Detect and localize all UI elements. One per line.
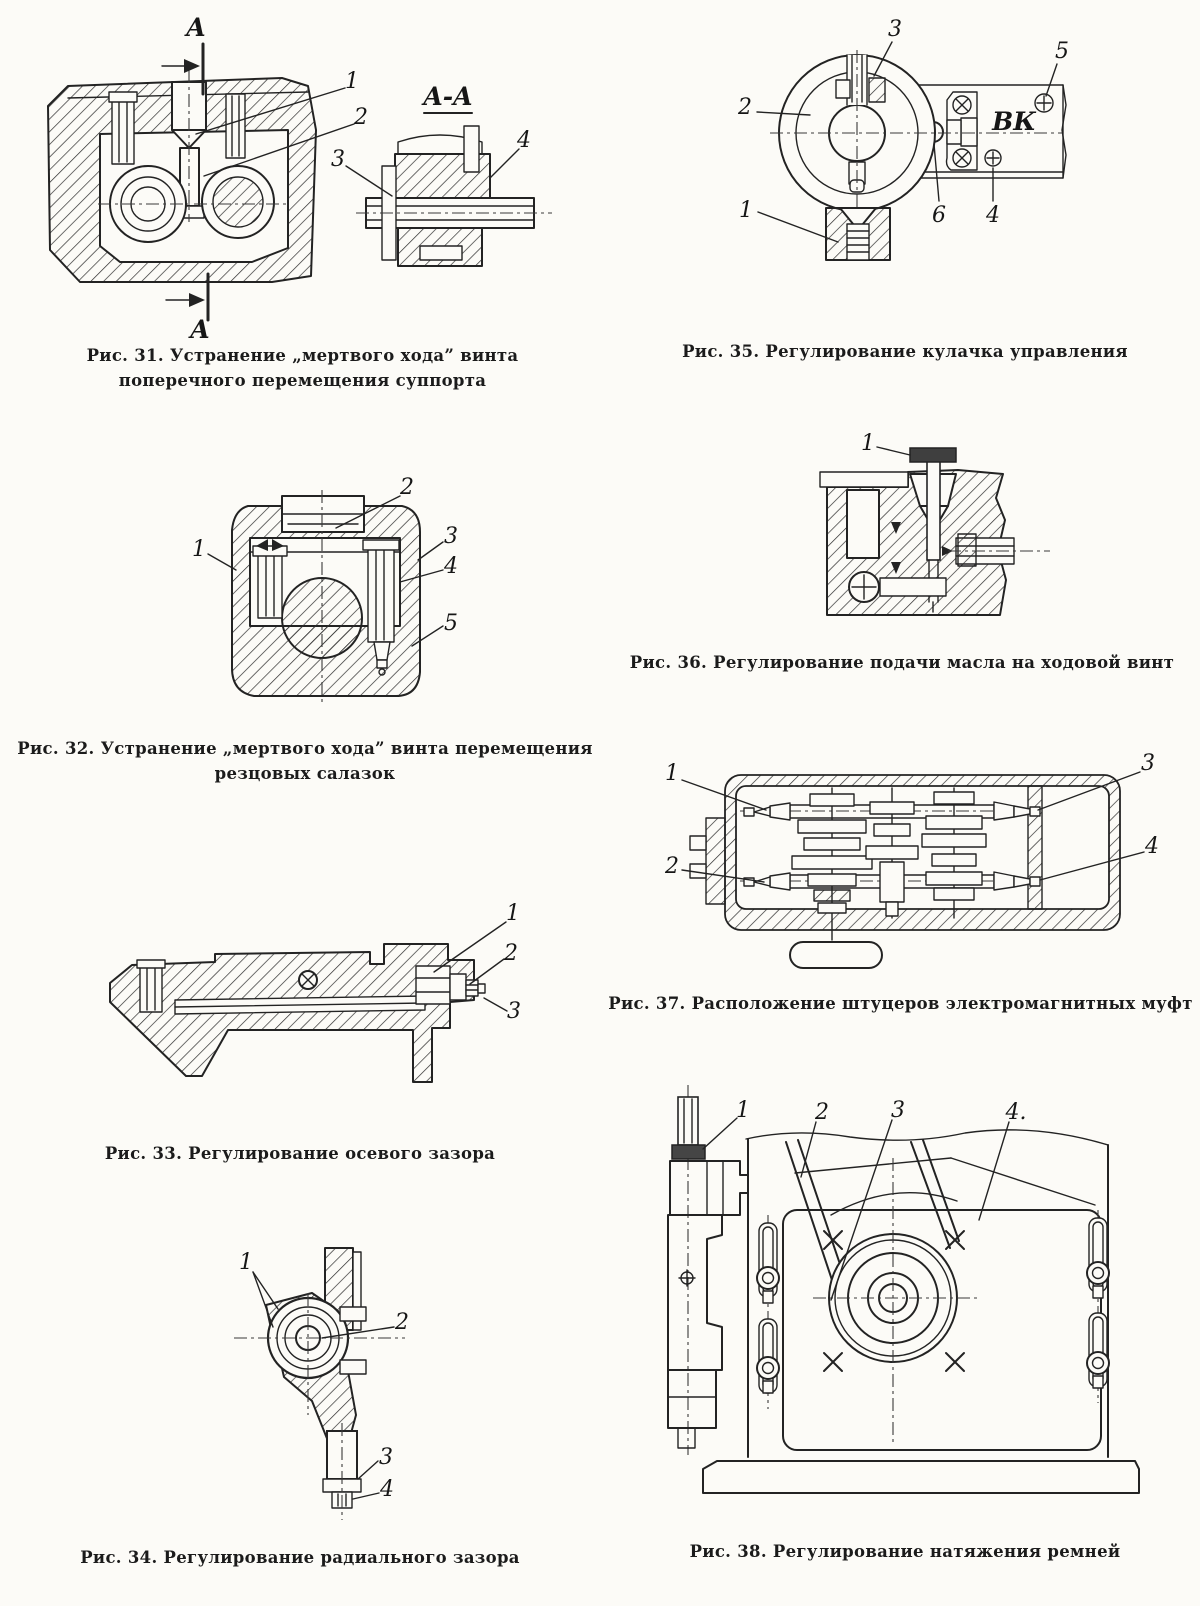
fig35-callout-6: 6 (932, 203, 946, 228)
fig35-callout-2: 2 (738, 95, 752, 120)
fig32-callout-1: 1 (192, 537, 206, 562)
figure-36-caption: Рис. 36. Регулирование подачи масла на ходовой винт (629, 653, 1175, 672)
fig37-callout-4: 4 (1145, 834, 1159, 859)
figure-38 (645, 1065, 1185, 1520)
fig31-callout-2: 2 (354, 105, 368, 130)
fig37-handle (790, 942, 882, 968)
figure-33-caption: Рис. 33. Регулирование осевого зазора (104, 1144, 496, 1163)
figure-36 (760, 410, 1100, 640)
figure-38-caption: Рис. 38. Регулирование натяжения ремней (689, 1542, 1121, 1561)
fig35-screw-block (826, 208, 890, 260)
fig35-callout-5: 5 (1055, 39, 1069, 64)
fig33-callout-1: 1 (506, 901, 520, 926)
fig32-callout-4: 4 (444, 554, 458, 579)
fig33-callout-2: 2 (504, 941, 518, 966)
figure-31-drawing (20, 8, 620, 344)
figure-34 (200, 1205, 480, 1525)
figure-37-drawing (640, 730, 1180, 970)
figure-31 (20, 8, 620, 344)
figure-36-drawing (760, 410, 1100, 640)
figure-37 (640, 730, 1180, 970)
fig35-plate (918, 85, 1066, 178)
fig36-callout-1: 1 (861, 431, 875, 456)
fig32-callout-2: 2 (400, 475, 414, 500)
fig37-callout-3: 3 (1141, 751, 1155, 776)
fig31-section-label-top: A (186, 13, 206, 42)
fig31-section-label-bottom: A (190, 315, 210, 344)
fig35-switch-label: ВК (992, 107, 1036, 136)
figure-34-caption: Рис. 34. Регулирование радиального зазора (80, 1548, 520, 1567)
fig35-callout-4: 4 (986, 203, 1000, 228)
fig38-callout-2: 2 (815, 1100, 829, 1125)
fig38-callout-1: 1 (736, 1098, 750, 1123)
fig31-main-view (48, 70, 316, 282)
fig34-callout-3: 3 (379, 1445, 393, 1470)
fig38-tensioner (668, 1085, 748, 1455)
figure-37-caption: Рис. 37. Расположение штуцеров электромагнитных муфт (608, 994, 1193, 1013)
fig35-callout-3: 3 (888, 17, 902, 42)
figure-32 (170, 440, 500, 710)
fig38-pulley (813, 1158, 980, 1445)
figure-35-caption: Рис. 35. Регулирование кулачка управления (682, 342, 1128, 361)
fig35-cam-ring (770, 50, 1062, 215)
figure-33 (80, 880, 530, 1090)
figure-32-drawing (170, 440, 500, 710)
fig37-callout-2: 2 (665, 854, 679, 879)
fig32-callout-3: 3 (444, 524, 458, 549)
figure-38-drawing (645, 1065, 1185, 1520)
figure-33-drawing (80, 880, 530, 1090)
fig34-callout-4: 4 (380, 1477, 394, 1502)
figure-34-drawing (200, 1205, 480, 1525)
fig38-callout-4: 4. (1005, 1100, 1027, 1125)
fig37-callout-1: 1 (665, 761, 679, 786)
fig31-callout-4: 4 (517, 128, 531, 153)
figure-32-caption: Рис. 32. Устранение „мертвого хода” винта перемещения резцовых салазок (17, 739, 593, 783)
fig31-callout-1: 1 (345, 69, 359, 94)
fig34-shaft (323, 1423, 361, 1520)
fig36-callouts (861, 431, 910, 456)
fig34-callout-1: 1 (239, 1250, 253, 1275)
fig35-callout-1: 1 (739, 198, 753, 223)
fig32-left-bolt (253, 539, 287, 618)
fig34-callout-2: 2 (395, 1310, 409, 1335)
figure-35 (700, 10, 1190, 310)
fig33-callout-3: 3 (507, 999, 521, 1024)
fig31-callout-3: 3 (331, 147, 345, 172)
figure-31-caption: Рис. 31. Устранение „мертвого хода” винта поперечного перемещения суппорта (86, 346, 519, 390)
fig32-callout-5: 5 (444, 611, 458, 636)
figure-35-drawing (700, 10, 1190, 310)
fig31-view-label: A-A (423, 82, 473, 111)
fig38-callout-3: 3 (891, 1098, 905, 1123)
